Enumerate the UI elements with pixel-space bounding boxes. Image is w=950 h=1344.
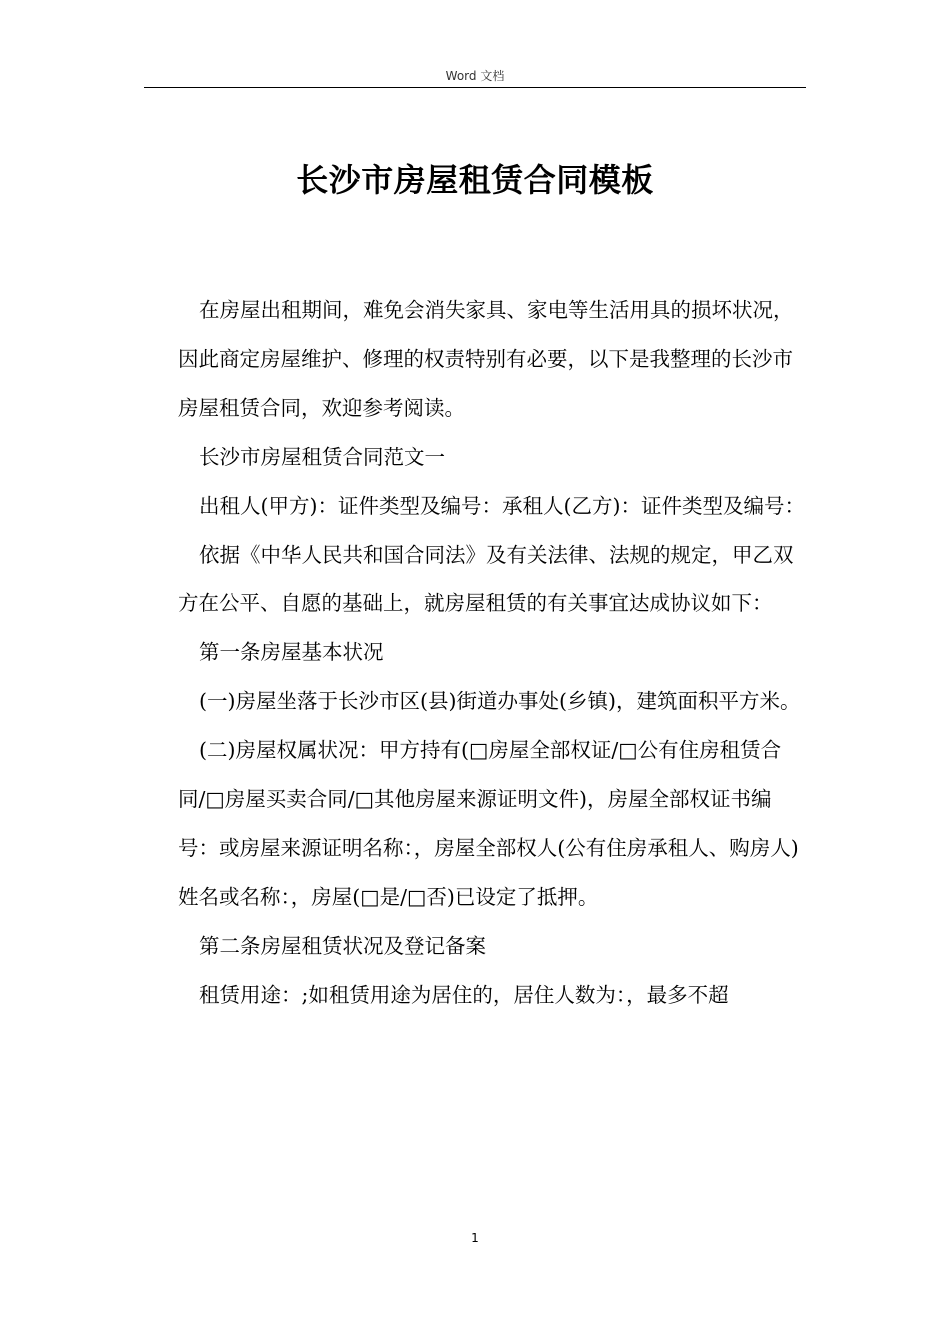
parties-paragraph: 出租人(甲方)：证件类型及编号：承租人(乙方)：证件类型及编号： bbox=[199, 493, 805, 518]
document-body bbox=[178, 286, 806, 1020]
page-number: 1 bbox=[471, 1231, 479, 1245]
property-location-paragraph: (一)房屋坐落于长沙市区(县)街道办事处(乡镇)，建筑面积平方米。 bbox=[199, 689, 801, 714]
legal-basis-paragraph: 依据《中华人民共和国合同法》及有关法律、法规的规定，甲乙双方在公平、自愿的基础上，就房屋租赁的有关事宜达成协议如下： bbox=[178, 542, 794, 616]
page-header: Word 文档 bbox=[445, 69, 505, 83]
article-one-heading: 第一条房屋基本状况 bbox=[199, 640, 384, 665]
ownership-paragraph: (二)房屋权属状况：甲方持有(□房屋全部权证/□公有住房租赁合同/□房屋买卖合同/□其他房屋来源证明文件)，房屋全部权证书编号：或房屋来源证明名称：，房屋全部权人(公有住房承租人、购房人)姓名或名称：，房屋(□是/□否)已设定了抵押。 bbox=[178, 738, 799, 909]
section-heading-sample-one: 长沙市房屋租赁合同范文一 bbox=[199, 444, 445, 469]
document-title: 长沙市房屋租赁合同模板 bbox=[296, 161, 654, 199]
header-divider bbox=[144, 87, 806, 88]
intro-paragraph: 在房屋出租期间，难免会消失家具、家电等生活用具的损坏状况，因此商定房屋维护、修理的权责特别有必要，以下是我整理的长沙市房屋租赁合同，欢迎参考阅读。 bbox=[178, 298, 794, 420]
lease-purpose-paragraph: 租赁用途：;如租赁用途为居住的，居住人数为：，最多不超 bbox=[199, 982, 729, 1007]
article-two-heading: 第二条房屋租赁状况及登记备案 bbox=[199, 933, 486, 958]
